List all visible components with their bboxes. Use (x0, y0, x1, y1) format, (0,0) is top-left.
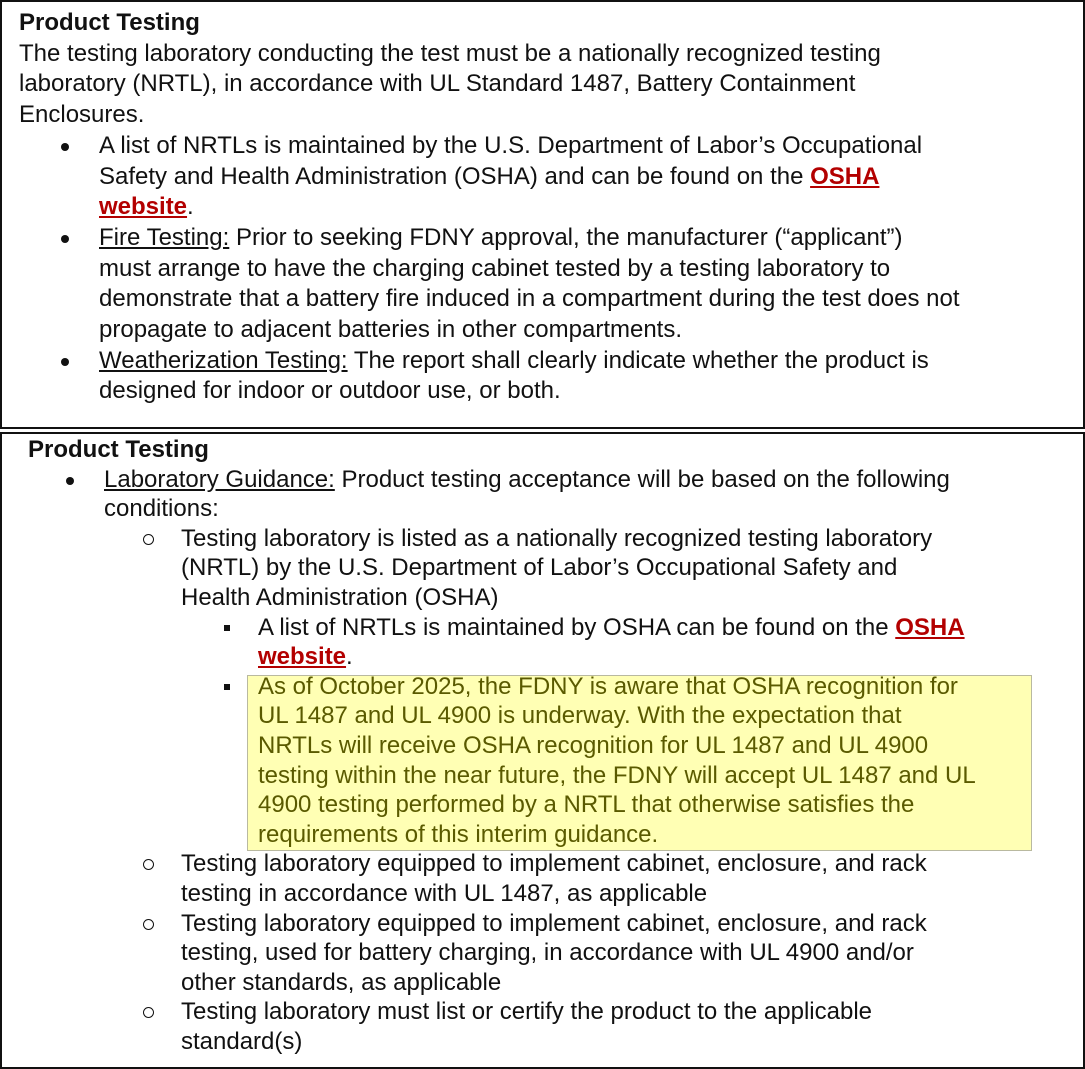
bullet-laboratory-guidance (104, 465, 1078, 495)
intro-line: laboratory (NRTL), in accordance with UL Standard 1487, Battery Containment (19, 70, 856, 98)
product-testing-original-box (0, 0, 1085, 429)
text: NRTLs will receive OSHA recognition for UL 1487 and UL 4900 (258, 731, 929, 759)
sub-sub-item (258, 613, 1078, 643)
text: requirements of this interim guidance. (258, 820, 659, 848)
sub-item: Testing laboratory equipped to implement cabinet, enclosure, and rack (181, 849, 1078, 879)
text: must arrange to have the charging cabinet tested by a testing laboratory to (99, 254, 891, 282)
text: The report shall clearly indicate whether the product is (347, 346, 929, 374)
text: other standards, as applicable (181, 968, 502, 996)
section-title: Product Testing (19, 9, 200, 36)
sub-item: Testing laboratory equipped to implement cabinet, enclosure, and rack (181, 909, 1078, 939)
intro-line: Enclosures. (19, 101, 145, 129)
text: . (187, 193, 194, 221)
sub-item: Testing laboratory is listed as a nationally recognized testing laboratory (181, 524, 1078, 554)
bullet-weatherization (99, 346, 1069, 377)
text: A list of NRTLs is maintained by the U.S. Department of Labor’s Occupational (99, 131, 923, 159)
osha-website-link[interactable]: website (99, 193, 188, 221)
text: A list of NRTLs is maintained by OSHA can be found on the (258, 613, 896, 641)
weatherization-label: Weatherization Testing: (99, 346, 348, 374)
text: demonstrate that a battery fire induced in a compartment during the test does not (99, 285, 960, 313)
text: testing in accordance with UL 1487, as applicable (181, 879, 708, 907)
text: standard(s) (181, 1027, 303, 1055)
text: testing within the near future, the FDNY will accept UL 1487 and UL (258, 761, 976, 789)
sub-item: Testing laboratory must list or certify the product to the applicable (181, 997, 1078, 1027)
text: 4900 testing performed by a NRTL that otherwise satisfies the (258, 791, 915, 819)
section-title: Product Testing (28, 436, 209, 463)
text: (NRTL) by the U.S. Department of Labor’s Occupational Safety and (181, 554, 898, 582)
guidance-label: Laboratory Guidance: (104, 465, 335, 493)
intro-line: The testing laboratory conducting the test must be a nationally recognized testing (19, 39, 881, 67)
text: Product testing acceptance will be based on the following (334, 465, 950, 493)
text: conditions: (104, 495, 219, 523)
text: designed for indoor or outdoor use, or both. (99, 377, 561, 405)
text: . (346, 643, 353, 671)
product-testing-revised-box (0, 432, 1085, 1069)
osha-website-link[interactable]: website (258, 643, 347, 671)
text: propagate to adjacent batteries in other compartments. (99, 316, 683, 344)
text: Health Administration (OSHA) (181, 583, 499, 611)
text: Prior to seeking FDNY approval, the manufacturer (“applicant”) (229, 223, 903, 251)
text: Safety and Health Administration (OSHA) and can be found on the (99, 162, 811, 190)
text: testing, used for battery charging, in accordance with UL 4900 and/or (181, 939, 914, 967)
fire-testing-label: Fire Testing: (99, 223, 230, 251)
bullet-nrtl-list (99, 131, 1069, 162)
text: UL 1487 and UL 4900 is underway. With the expectation that (258, 702, 902, 730)
osha-link[interactable]: OSHA (895, 613, 965, 641)
highlighted-note: As of October 2025, the FDNY is aware that OSHA recognition for (258, 672, 1078, 702)
bullet-fire-testing (99, 223, 1069, 254)
osha-link[interactable]: OSHA (810, 162, 880, 190)
